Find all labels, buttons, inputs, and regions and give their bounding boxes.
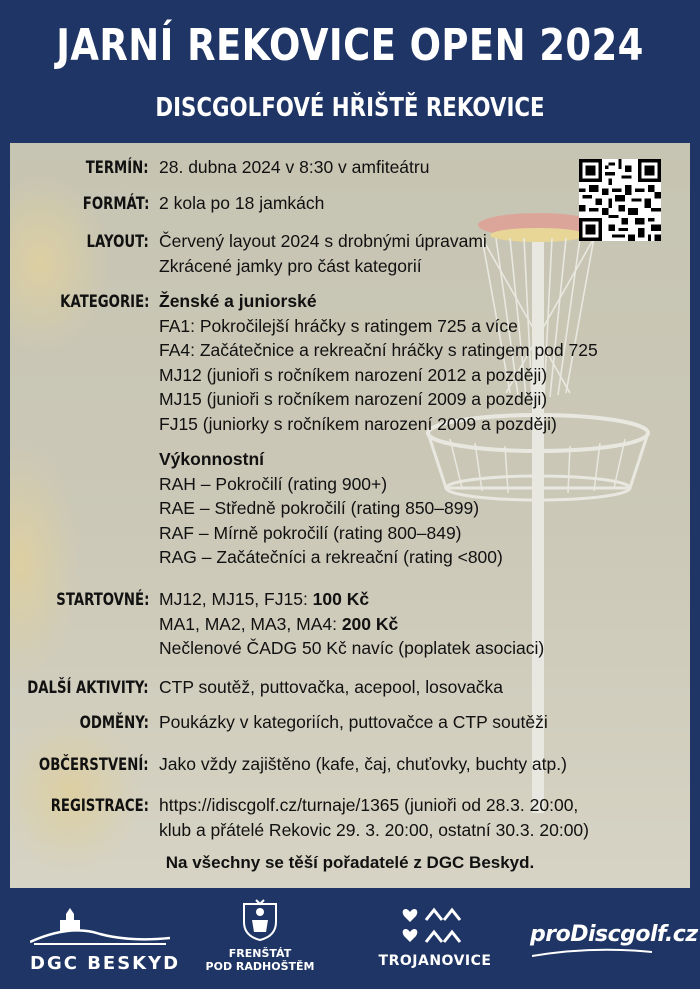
category-group-title: Ženské a juniorské — [159, 291, 317, 311]
swoosh-icon — [532, 948, 652, 958]
value-odmeny: Poukázky v kategoriích, puttovačce a CTP soutěži — [159, 712, 548, 732]
label-startovne: STARTOVNÉ: — [55, 590, 149, 610]
label-obcerstveni: OBČERSTVENÍ: — [39, 755, 149, 775]
fee-line: MJ12, MJ15, FJ15: 100 Kč — [159, 589, 370, 609]
value-layout — [159, 229, 689, 278]
logo-trojanovice[interactable] — [373, 902, 497, 982]
mountain-church-icon — [30, 906, 170, 946]
closing-note: Na všechny se těší pořadatelé z DGC Beskyd. — [165, 853, 535, 872]
frenstat-line2: POD RADHOŠTĚM — [205, 960, 315, 973]
dgc-beskyd-text: DGC BESKYD — [30, 953, 181, 974]
coat-of-arms-icon — [238, 898, 282, 942]
value-obcerstveni: Jako vždy zajištěno (kafe, čaj, chuťovky, buchty atp.) — [159, 754, 567, 774]
label-registrace: REGISTRACE: — [50, 796, 149, 816]
fee-line: Nečlenové ČADG 50 Kč navíc (poplatek asociaci) — [159, 638, 545, 658]
hearts-mountains-icon — [400, 902, 470, 948]
category-item: RAG – Začátečníci a rekreační (rating <800) — [159, 547, 503, 567]
label-odmeny: ODMĚNY: — [79, 713, 149, 733]
frenstat-line1: FRENŠTÁT — [228, 947, 292, 960]
category-item: RAE – Středně pokročilí (rating 850–899) — [159, 498, 480, 518]
header — [0, 0, 700, 143]
category-item: FA1: Pokročilejší hráčky s ratingem 725 a více — [159, 315, 518, 336]
layout-line: Zkrácené jamky pro část kategorií — [159, 255, 422, 276]
poster-subtitle: DISCGOLFOVÉ HŘIŠTĚ REKOVICE — [155, 93, 545, 123]
logo-dgc-beskyd[interactable] — [30, 906, 181, 976]
info-panel — [10, 143, 690, 888]
category-item: FJ15 (juniorky s ročníkem narození 2009 a později) — [159, 413, 557, 434]
category-item: RAH – Pokročilí (rating 900+) — [159, 473, 388, 494]
value-aktivity: CTP soutěž, puttovačka, acepool, losovačka — [159, 677, 504, 697]
value-termin: 28. dubna 2024 v 8:30 v amfiteátru — [159, 157, 430, 177]
category-item: MJ12 (junioři s ročníkem narození 2012 a později) — [159, 364, 548, 385]
fee-price: 100 Kč — [312, 589, 370, 609]
registration-line: klub a přátelé Rekovic 29. 3. 20:00, ostatní 30.3. 20:00) — [159, 819, 589, 840]
label-format: FORMÁT: — [82, 194, 149, 214]
category-item: MJ15 (junioři s ročníkem narození 2009 a později) — [159, 389, 548, 409]
label-termin: TERMÍN: — [86, 158, 149, 178]
category-item: FA4: Začátečnice a rekreační hráčky s ratingem pod 725 — [159, 340, 598, 360]
label-kategorie: KATEGORIE: — [59, 292, 149, 312]
logo-frenstat[interactable] — [205, 898, 315, 982]
trojanovice-text: TROJANOVICE — [378, 953, 492, 969]
sponsor-logos — [0, 888, 700, 989]
layout-line: Červený layout 2024 s drobnými úpravami — [159, 231, 487, 251]
fee-line: MA1, MA2, MA3, MA4: 200 Kč — [159, 613, 399, 634]
registration-link[interactable]: https://idiscgolf.cz/turnaje/1365 (junioři od 28.3. 20:00, — [159, 795, 579, 815]
value-startovne — [159, 587, 689, 661]
value-registrace — [159, 793, 689, 842]
label-layout: LAYOUT: — [86, 232, 149, 252]
value-format: 2 kola po 18 jamkách — [159, 193, 325, 213]
fee-price: 200 Kč — [341, 613, 399, 634]
category-item: RAF – Mírně pokročilí (rating 800–849) — [159, 522, 462, 543]
category-group-title: Výkonnostní — [159, 449, 265, 469]
label-aktivity: DALŠÍ AKTIVITY: — [27, 678, 149, 698]
value-kategorie — [159, 289, 689, 570]
prodiscgolf-text: proDiscgolf.cz — [530, 922, 698, 947]
poster-title: JARNÍ REKOVICE OPEN 2024 — [56, 20, 644, 71]
logo-prodiscgolf[interactable] — [530, 922, 698, 962]
